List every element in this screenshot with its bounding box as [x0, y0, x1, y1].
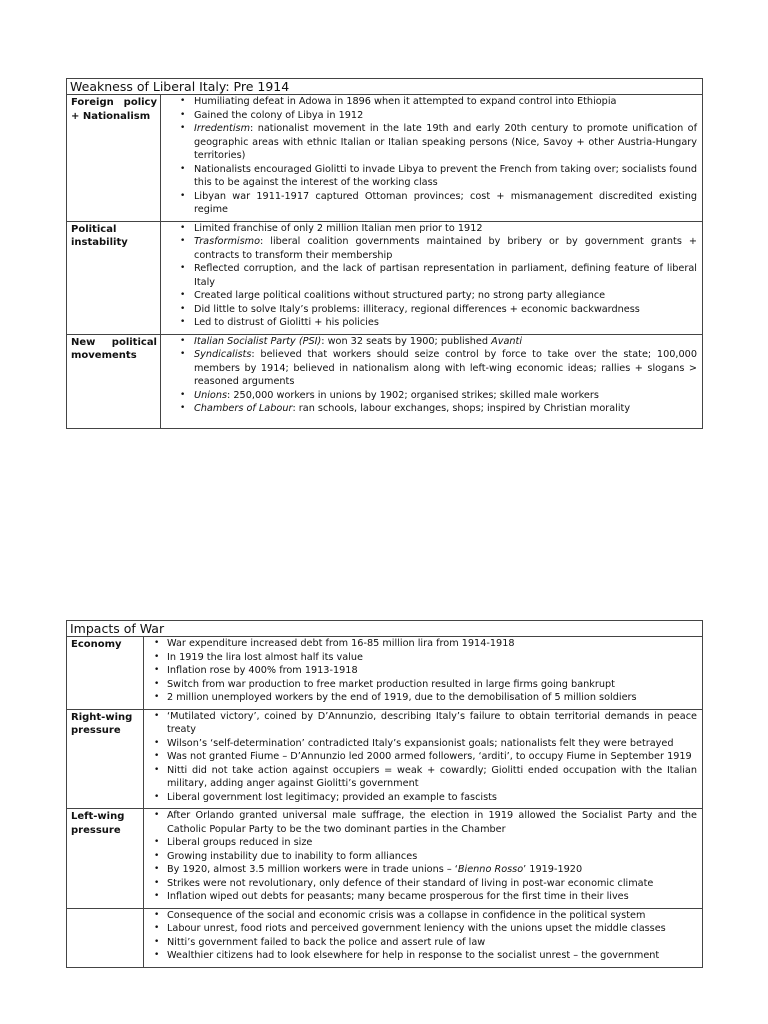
- list-item: • Strikes were not revolutionary, only defence of their standard of living in post-war economic climate: [167, 877, 697, 891]
- list-item: • Did little to solve Italy’s problems: illiteracy, regional differences + economic backwardness: [194, 303, 697, 317]
- row-label-line: New political: [71, 336, 157, 348]
- table-title-row: [67, 621, 703, 637]
- list-item: • Humiliating defeat in Adowa in 1896 when it attempted to expand control into Ethiopia: [194, 95, 697, 109]
- row-label-line: + Nationalism: [71, 110, 151, 122]
- list-item: • War expenditure increased debt from 16-85 million lira from 1914-1918: [167, 637, 697, 651]
- list-item: • Inflation wiped out debts for peasants; many became prosperous for the first time in their lives: [167, 890, 697, 904]
- term: Italian Socialist Party (PSI): [194, 335, 322, 347]
- item-text: : ran schools, labour exchanges, shops; inspired by Christian morality: [292, 403, 631, 414]
- list-item: • Nitti did not take action against occupiers = weak + cowardly; Giolitti ended occupation with the Italian military, adding anger against Giolitti’s government: [167, 764, 697, 791]
- list-item: • Liberal government lost legitimacy; provided an example to fascists: [167, 791, 697, 805]
- item-text: ’ 1919-1920: [523, 864, 583, 875]
- row-label-line: Economy: [71, 639, 122, 650]
- publication-name: Avanti: [491, 335, 523, 347]
- row-label-line: instability: [71, 237, 128, 248]
- bullet-list: [144, 809, 697, 904]
- bullet-list: [144, 637, 697, 705]
- bullet-list: [161, 335, 697, 416]
- bullet-list: [144, 909, 697, 963]
- list-item: [194, 235, 697, 262]
- list-item: • Limited franchise of only 2 million Italian men prior to 1912: [194, 222, 697, 236]
- list-item: • 2 million unemployed workers by the end of 1919, due to the demobilisation of 5 million soldiers: [167, 691, 697, 705]
- table-row: [67, 809, 703, 909]
- term: Irredentism: [194, 123, 251, 134]
- row-label-line: movements: [71, 350, 137, 361]
- bullet-list: [161, 95, 697, 217]
- list-item: • After Orlando granted universal male suffrage, the election in 1919 allowed the Socialist Party and the Catholic Popular Party to be the two dominant parties in the Chamber: [167, 809, 697, 836]
- list-item: • Nationalists encouraged Giolitti to invade Libya to prevent the French from taking over; socialists found this to be against the interest of the working class: [194, 163, 697, 190]
- row-label-line: pressure: [71, 725, 121, 736]
- row-label-line: Right-wing: [71, 711, 133, 723]
- item-text: : believed that workers should seize control by force to take over the state; 100,000 members by 1914; believed in nationalism along with left-wing economic ideas; rallies + slogans > reasoned arguments: [194, 349, 697, 387]
- row-label: [67, 221, 161, 334]
- term: Chambers of Labour: [194, 403, 293, 414]
- table-row: [67, 709, 703, 809]
- item-text: : won 32 seats by 1900; published: [321, 335, 492, 347]
- list-item: [167, 863, 697, 877]
- list-item: [194, 335, 697, 349]
- table-title: Weakness of Liberal Italy: Pre 1914: [67, 79, 703, 95]
- bullet-list: [144, 710, 697, 805]
- row-label: [67, 709, 144, 809]
- item-text: : 250,000 workers in unions by 1902; organised strikes; skilled male workers: [227, 389, 599, 401]
- list-item: [194, 348, 697, 389]
- term: Syndicalists: [194, 349, 252, 360]
- list-item: • Was not granted Fiume – D’Annunzio led 2000 armed followers, ‘arditi’, to occupy Fiume in September 1919: [167, 750, 697, 764]
- list-item: • Consequence of the social and economic crisis was a collapse in confidence in the political system: [167, 909, 697, 923]
- row-label: [67, 95, 161, 222]
- weakness-liberal-italy-table: [66, 78, 703, 429]
- list-item: • Labour unrest, food riots and perceived government leniency with the unions upset the middle classes: [167, 922, 697, 936]
- list-item: • Created large political coalitions without structured party; no strong party allegiance: [194, 289, 697, 303]
- row-label-line: Foreign policy: [71, 97, 157, 108]
- row-content: [144, 709, 703, 809]
- bullet-list: [161, 222, 697, 330]
- item-text: By 1920, almost 3.5 million workers were in trade unions – ‘: [167, 864, 458, 875]
- list-item: • Switch from war production to free market production resulted in large firms going bankrupt: [167, 678, 697, 692]
- list-item: • Wealthier citizens had to look elsewhere for help in response to the socialist unrest – the government: [167, 949, 697, 963]
- impacts-of-war-table: [66, 620, 703, 968]
- row-content: [144, 809, 703, 909]
- row-label: [67, 637, 144, 710]
- table-row: [67, 908, 703, 967]
- list-item: [194, 122, 697, 163]
- term: Trasformismo: [194, 236, 260, 247]
- row-content: [144, 637, 703, 710]
- list-item: • Inflation rose by 400% from 1913-1918: [167, 664, 697, 678]
- list-item: [194, 389, 697, 403]
- list-item: • ‘Mutilated victory’, coined by D’Annunzio, describing Italy’s failure to obtain territorial demands in peace treaty: [167, 710, 697, 737]
- table-title-row: [67, 79, 703, 95]
- list-item: • Gained the colony of Libya in 1912: [194, 109, 697, 123]
- term: Unions: [194, 389, 228, 401]
- item-text: : liberal coalition governments maintained by bribery or by government grants + contracts to transform their membership: [194, 236, 697, 261]
- row-content: [161, 95, 703, 222]
- term: Bienno Rosso: [457, 864, 524, 875]
- row-content: [161, 221, 703, 334]
- row-label-line: Political: [71, 223, 117, 235]
- table-row: [67, 637, 703, 710]
- row-content: [144, 908, 703, 967]
- row-label: [67, 809, 144, 909]
- row-label: [67, 908, 144, 967]
- list-item: [194, 402, 697, 416]
- list-item: • Led to distrust of Giolitti + his policies: [194, 316, 697, 330]
- table-row: [67, 221, 703, 334]
- list-item: • In 1919 the lira lost almost half its value: [167, 651, 697, 665]
- list-item: • Wilson’s ‘self-determination’ contradicted Italy’s expansionist goals; nationalists felt they were betrayed: [167, 737, 697, 751]
- list-item: • Growing instability due to inability to form alliances: [167, 850, 697, 864]
- row-label-line: pressure: [71, 824, 121, 836]
- item-text: : nationalist movement in the late 19th and early 20th century to promote unification of geographic areas with ethnic Italian or Italian speaking persons (Nice, Savoy + other Austria-Hungary territories): [194, 123, 697, 161]
- list-item: • Reflected corruption, and the lack of partisan representation in parliament, defining feature of liberal Italy: [194, 262, 697, 289]
- table-row: [67, 334, 703, 428]
- list-item: • Libyan war 1911-1917 captured Ottoman provinces; cost + mismanagement discredited existing regime: [194, 190, 697, 217]
- row-label-line: Left-wing: [71, 811, 125, 822]
- list-item: • Nitti’s government failed to back the police and assert rule of law: [167, 936, 697, 950]
- table-row: [67, 95, 703, 222]
- row-content: [161, 334, 703, 428]
- table-title: Impacts of War: [67, 621, 703, 637]
- list-item: • Liberal groups reduced in size: [167, 836, 697, 850]
- row-label: [67, 334, 161, 428]
